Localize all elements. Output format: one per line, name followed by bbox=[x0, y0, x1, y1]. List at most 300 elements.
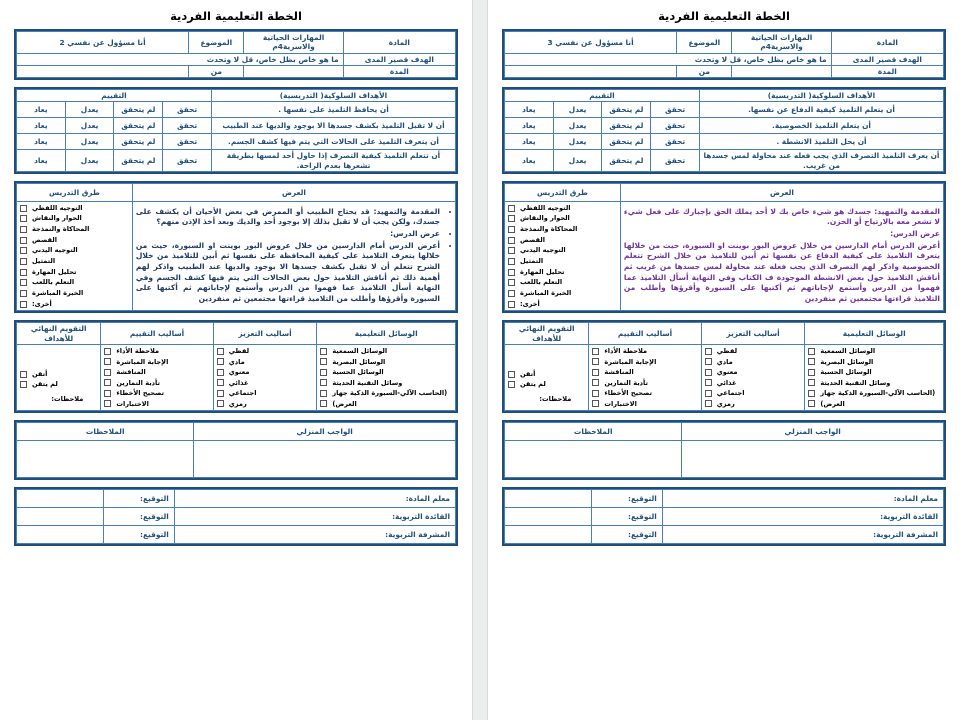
list-item bbox=[705, 388, 802, 399]
label-subject: المادة bbox=[831, 32, 943, 54]
checkbox-icon[interactable] bbox=[508, 215, 515, 222]
presentation-table bbox=[502, 181, 946, 314]
checkbox-icon[interactable] bbox=[20, 290, 27, 297]
list-item bbox=[808, 346, 940, 357]
assessment-cell bbox=[589, 344, 701, 410]
objective-1-not-achieved[interactable]: لم يتحقق bbox=[602, 102, 651, 118]
table-row bbox=[505, 65, 944, 77]
reinforcement-list bbox=[705, 346, 802, 409]
final-evaluation-cell bbox=[17, 344, 101, 410]
objective-2-repeat[interactable]: يعاد bbox=[17, 118, 66, 134]
objective-1-not-achieved[interactable]: لم يتحقق bbox=[114, 102, 163, 118]
table-row bbox=[505, 102, 944, 118]
objective-3-not-achieved[interactable]: لم يتحقق bbox=[114, 134, 163, 150]
list-item bbox=[104, 399, 209, 410]
objective-2-not-achieved[interactable]: لم يتحقق bbox=[114, 118, 163, 134]
assessment-label: المناقشة bbox=[116, 368, 146, 377]
objective-2: أن لا تقبل التلميذ بكشف جسدها الا بوجود والديها عند الطبيب bbox=[211, 118, 455, 134]
method-label: التمثيل bbox=[32, 257, 56, 266]
method-label: التوجيه اللفظي bbox=[520, 203, 571, 212]
checkbox-icon[interactable] bbox=[320, 348, 327, 355]
duration-spacer bbox=[244, 65, 343, 77]
list-item bbox=[508, 267, 617, 278]
method-label: التوجيه اللفظي bbox=[32, 203, 83, 212]
method-label: التعلم باللعب bbox=[520, 278, 563, 287]
header-teaching-methods: طرق التدريس bbox=[505, 183, 621, 201]
assessment-label: تأدية التمارين bbox=[116, 378, 161, 387]
objective-4-achieved[interactable]: تحقق bbox=[163, 150, 212, 172]
value-topic[interactable]: أنا مسؤول عن نفسي 3 bbox=[505, 32, 677, 54]
checkbox-icon[interactable] bbox=[592, 348, 599, 355]
reinforcement-cell bbox=[701, 344, 805, 410]
method-label: تحليل المهارة bbox=[32, 267, 77, 276]
checkbox-icon[interactable] bbox=[20, 371, 27, 378]
checkbox-icon[interactable] bbox=[508, 258, 515, 265]
aid-label: الوسائل السمعية bbox=[332, 346, 388, 355]
final-eval-label: أتقن bbox=[520, 369, 536, 378]
objective-2-not-achieved[interactable]: لم يتحقق bbox=[602, 118, 651, 134]
list-item bbox=[508, 235, 617, 246]
page-title: الخطة التعليمية الفردية bbox=[170, 9, 302, 23]
objective-3-repeat[interactable]: يعاد bbox=[17, 134, 66, 150]
header-evaluation: التقييم bbox=[505, 90, 700, 102]
table-row bbox=[17, 344, 456, 410]
checkbox-icon[interactable] bbox=[217, 400, 224, 407]
assessment-label: تصحيح الأخطاء bbox=[604, 389, 653, 398]
signature-value-supervisor[interactable] bbox=[17, 526, 104, 544]
value-subject[interactable]: المهارات الحياتية والاسرية4م bbox=[244, 32, 343, 54]
header-assessment: أساليب التقييم bbox=[589, 323, 701, 345]
signature-role-supervisor: المشرفة التربوية: bbox=[174, 526, 455, 544]
label-topic: الموضوع bbox=[677, 32, 732, 54]
checkbox-icon[interactable] bbox=[508, 205, 515, 212]
objective-3-achieved[interactable]: تحقق bbox=[651, 134, 700, 150]
aid-label: الوسائل السمعية bbox=[820, 346, 876, 355]
teaching-aids-list bbox=[320, 346, 452, 409]
table-row bbox=[505, 526, 944, 544]
label-duration: المدة bbox=[831, 65, 943, 77]
checkbox-icon[interactable] bbox=[20, 301, 27, 308]
signature-role-supervisor: المشرفة التربوية: bbox=[662, 526, 943, 544]
label-short-goal: الهدف قصير المدى bbox=[343, 53, 455, 65]
checkbox-icon[interactable] bbox=[217, 348, 224, 355]
final-eval-label: لم يتقن bbox=[520, 380, 546, 389]
objective-4: أن تتعلم التلميذ كيفية التصرف إذا حاول أحد لمسها بطريقة تشعرها بعدم الراحة. bbox=[211, 150, 455, 172]
checkbox-icon[interactable] bbox=[592, 379, 599, 386]
list-item bbox=[20, 256, 129, 267]
reinforcement-cell bbox=[213, 344, 317, 410]
header-assessment: أساليب التقييم bbox=[101, 323, 213, 345]
assessment-label: ملاحظة الأداء bbox=[604, 346, 648, 355]
signature-role-teacher: معلم المادة: bbox=[662, 490, 943, 508]
table-row bbox=[17, 65, 456, 77]
list-item bbox=[705, 357, 802, 368]
signature-value-teacher[interactable] bbox=[17, 490, 104, 508]
table-row bbox=[17, 102, 456, 118]
objective-3-modify[interactable]: يعدل bbox=[65, 134, 114, 150]
signature-label-leader: التوقيع: bbox=[104, 508, 174, 526]
list-item bbox=[20, 379, 83, 390]
final-evaluation-list bbox=[20, 369, 97, 405]
method-label: المحاكاة والنمذجة bbox=[520, 225, 578, 234]
checkbox-icon[interactable] bbox=[808, 348, 815, 355]
checkbox-icon[interactable] bbox=[217, 358, 224, 365]
list-item bbox=[104, 388, 209, 399]
checkbox-icon[interactable] bbox=[705, 400, 712, 407]
checkbox-icon[interactable] bbox=[705, 390, 712, 397]
table-row bbox=[505, 90, 944, 102]
list-item bbox=[217, 367, 314, 378]
list-item bbox=[592, 399, 697, 410]
method-label: الخبرة المباشرة bbox=[520, 289, 572, 298]
objective-1-modify[interactable]: يعدل bbox=[553, 102, 602, 118]
header-info-table bbox=[502, 29, 946, 80]
checkbox-icon[interactable] bbox=[705, 358, 712, 365]
objective-4-modify[interactable]: يعدل bbox=[553, 150, 602, 172]
checkbox-icon[interactable] bbox=[20, 215, 27, 222]
table-row bbox=[17, 150, 456, 172]
list-item bbox=[508, 277, 617, 288]
objective-3-not-achieved[interactable]: لم يتحقق bbox=[602, 134, 651, 150]
list-item bbox=[20, 203, 129, 214]
final-evaluation-cell bbox=[505, 344, 589, 410]
objective-4-modify[interactable]: يعدل bbox=[65, 150, 114, 172]
list-item bbox=[508, 213, 617, 224]
list-item bbox=[508, 369, 571, 380]
lesson-body: أعرض الدرس أمام الدارسين من خلال عروض البور بوينت او السبورة، حيث من خلالها يتعرف التلاميذ على كيفية الدفاع عن نفسها ثم أبين للتلاميذ من خلال الشرح تتعلم الخصوصية واذكر لهم التصرف الذي يجب فعله عند محاولة لمس جسدها من غريب ثم أناقش التلاميذ حول بعض الانشطة الموجودة ف الكتاب وفي النهاية أسأل التلاميذ عما فهموا من الدرس وأستمع لإجاباتهم ثم أكتبها على السبورة وأقرؤها وأطلب من التلاميذ قراءتها مجتمعين ثم منفردين bbox=[623, 240, 940, 303]
list-item bbox=[808, 357, 940, 368]
objective-2-modify[interactable]: يعدل bbox=[553, 118, 602, 134]
list-item bbox=[508, 299, 617, 310]
checkbox-icon[interactable] bbox=[592, 400, 599, 407]
homework-table bbox=[502, 420, 946, 480]
table-row bbox=[17, 53, 456, 65]
header-teaching-aids: الوسائل التعليمية bbox=[317, 323, 456, 345]
signature-role-leader: القائدة التربوية: bbox=[174, 508, 455, 526]
list-item bbox=[20, 288, 129, 299]
list-item bbox=[20, 224, 129, 235]
objective-2-achieved[interactable]: تحقق bbox=[163, 118, 212, 134]
assessment-list bbox=[104, 346, 209, 409]
method-label: أخرى: bbox=[520, 299, 540, 308]
header-teaching-aids: الوسائل التعليمية bbox=[805, 323, 944, 345]
checkbox-icon[interactable] bbox=[705, 348, 712, 355]
checkbox-icon[interactable] bbox=[508, 226, 515, 233]
final-eval-label: أتقن bbox=[32, 369, 48, 378]
teaching-methods-content bbox=[505, 201, 621, 311]
list-item bbox=[508, 245, 617, 256]
objective-4: أن يعرف التلميذ التصرف الذي يجب فعله عند محاولة لمس جسدها من غريب. bbox=[699, 150, 943, 172]
checkbox-icon[interactable] bbox=[508, 371, 515, 378]
table-row bbox=[505, 32, 944, 54]
reinforcement-label: لفظي bbox=[228, 346, 250, 355]
value-short-goal[interactable]: ما هو خاص بظل خاص، قل لا وتحدث bbox=[505, 53, 832, 65]
presentation-content bbox=[620, 201, 943, 311]
method-label: التوجيه اليدني bbox=[520, 246, 566, 255]
homework-table bbox=[14, 420, 458, 480]
page-title: الخطة التعليمية الفردية bbox=[658, 9, 790, 23]
checkbox-icon[interactable] bbox=[20, 269, 27, 276]
list-item bbox=[592, 357, 697, 368]
list-item bbox=[320, 388, 452, 399]
list-item bbox=[808, 367, 940, 378]
checkbox-icon[interactable] bbox=[705, 369, 712, 376]
presentation-table bbox=[14, 181, 458, 314]
table-row bbox=[505, 441, 944, 478]
signature-label-teacher: التوقيع: bbox=[104, 490, 174, 508]
checkbox-icon[interactable] bbox=[808, 369, 815, 376]
checkbox-icon[interactable] bbox=[217, 369, 224, 376]
label-from: من bbox=[677, 65, 732, 77]
aid-label: وسائل التقنية الحديثة bbox=[332, 378, 403, 387]
table-row bbox=[505, 183, 944, 201]
list-item bbox=[705, 367, 802, 378]
checkbox-icon[interactable] bbox=[320, 358, 327, 365]
signature-role-teacher: معلم المادة: bbox=[174, 490, 455, 508]
list-item bbox=[705, 399, 802, 410]
checkbox-icon[interactable] bbox=[104, 348, 111, 355]
list-item bbox=[592, 346, 697, 357]
aid-label: (الحاسب الآلي-السبورة الذكية جهاز bbox=[820, 389, 936, 398]
list-item bbox=[808, 388, 940, 399]
signature-role-leader: القائدة التربوية: bbox=[662, 508, 943, 526]
signatures-table bbox=[14, 487, 458, 546]
header-reinforcement: أساليب التعزيز bbox=[213, 323, 317, 345]
homework-value[interactable] bbox=[194, 441, 456, 478]
list-item bbox=[592, 367, 697, 378]
checkbox-icon[interactable] bbox=[592, 390, 599, 397]
teaching-methods-content bbox=[17, 201, 133, 311]
list-item bbox=[104, 367, 209, 378]
assessment-label: ملاحظة الأداء bbox=[116, 346, 160, 355]
list-item bbox=[217, 399, 314, 410]
reinforcement-label: اجتماعي bbox=[716, 389, 745, 398]
objective-4-not-achieved[interactable]: لم يتحقق bbox=[602, 150, 651, 172]
reinforcement-label: رمزي bbox=[228, 399, 247, 408]
checkbox-icon[interactable] bbox=[320, 369, 327, 376]
checkbox-icon[interactable] bbox=[508, 247, 515, 254]
checkbox-icon[interactable] bbox=[20, 279, 27, 286]
table-row bbox=[505, 134, 944, 150]
value-duration-from[interactable] bbox=[505, 65, 677, 77]
assessment-label: المناقشة bbox=[604, 368, 634, 377]
objective-2-repeat[interactable]: يعاد bbox=[505, 118, 554, 134]
list-item bbox=[20, 369, 83, 380]
objectives-table bbox=[502, 87, 946, 174]
final-eval-notes-label: ملاحظات: bbox=[51, 394, 84, 403]
table-row bbox=[505, 323, 944, 345]
header-final-evaluation: التقويم النهائي للأهداف bbox=[505, 323, 589, 345]
header-notes: الملاحظات bbox=[17, 423, 194, 441]
list-item bbox=[104, 378, 209, 389]
checkbox-icon[interactable] bbox=[808, 400, 815, 407]
reinforcement-label: غذائي bbox=[228, 378, 249, 387]
table-row bbox=[17, 118, 456, 134]
checkbox-icon[interactable] bbox=[508, 301, 515, 308]
checkbox-icon[interactable] bbox=[217, 379, 224, 386]
list-item bbox=[217, 388, 314, 399]
objective-1-achieved[interactable]: تحقق bbox=[163, 102, 212, 118]
list-item bbox=[20, 277, 129, 288]
header-objectives: الأهداف السلوكية( التدريسية) bbox=[699, 90, 943, 102]
page-right bbox=[488, 0, 960, 720]
presentation-bullet: • عرض الدرس: bbox=[136, 229, 440, 240]
header-info-table bbox=[14, 29, 458, 80]
aid-label: العرض) bbox=[820, 399, 845, 408]
table-row bbox=[505, 150, 944, 172]
methods-options-table bbox=[502, 320, 946, 413]
checkbox-icon[interactable] bbox=[508, 279, 515, 286]
label-subject: المادة bbox=[343, 32, 455, 54]
objective-4-not-achieved[interactable]: لم يتحقق bbox=[114, 150, 163, 172]
checkbox-icon[interactable] bbox=[508, 290, 515, 297]
checkbox-icon[interactable] bbox=[104, 400, 111, 407]
objective-1-repeat[interactable]: يعاد bbox=[505, 102, 554, 118]
reinforcement-list bbox=[217, 346, 314, 409]
table-row bbox=[505, 118, 944, 134]
list-item bbox=[508, 224, 617, 235]
assessment-label: الإجابة المباشرة bbox=[604, 357, 657, 366]
table-row bbox=[505, 490, 944, 508]
list-item bbox=[705, 378, 802, 389]
objective-3-achieved[interactable]: تحقق bbox=[163, 134, 212, 150]
signature-label-supervisor: التوقيع: bbox=[104, 526, 174, 544]
checkbox-icon[interactable] bbox=[508, 237, 515, 244]
table-row bbox=[17, 183, 456, 201]
signature-value-supervisor[interactable] bbox=[505, 526, 592, 544]
list-item bbox=[320, 367, 452, 378]
value-subject[interactable]: المهارات الحياتية والاسرية4م bbox=[732, 32, 831, 54]
list-item bbox=[217, 346, 314, 357]
method-label: أخرى: bbox=[32, 299, 52, 308]
checkbox-icon[interactable] bbox=[20, 226, 27, 233]
reinforcement-label: غذائي bbox=[716, 378, 737, 387]
header-objectives: الأهداف السلوكية( التدريسية) bbox=[211, 90, 455, 102]
objective-2-achieved[interactable]: تحقق bbox=[651, 118, 700, 134]
teaching-methods-list bbox=[508, 203, 617, 310]
list-item bbox=[20, 299, 129, 310]
objective-1-repeat[interactable]: يعاد bbox=[17, 102, 66, 118]
reinforcement-label: مادي bbox=[716, 357, 733, 366]
label-duration: المدة bbox=[343, 65, 455, 77]
list-item bbox=[592, 388, 697, 399]
checkbox-icon[interactable] bbox=[705, 379, 712, 386]
aid-label: (الحاسب الآلي-السبورة الذكية جهاز bbox=[332, 389, 448, 398]
homework-value[interactable] bbox=[682, 441, 944, 478]
objective-1: أن يتعلم التلميذ كيفية الدفاع عن نفسها. bbox=[699, 102, 943, 118]
checkbox-icon[interactable] bbox=[20, 381, 27, 388]
objective-3: أن يحل التلميذ الانشطة . bbox=[699, 134, 943, 150]
checkbox-icon[interactable] bbox=[217, 390, 224, 397]
objective-2: أن يتعلم التلميذ الخصوصية. bbox=[699, 118, 943, 134]
checkbox-icon[interactable] bbox=[20, 258, 27, 265]
objective-1-modify[interactable]: يعدل bbox=[65, 102, 114, 118]
checkbox-icon[interactable] bbox=[104, 369, 111, 376]
objective-2-modify[interactable]: يعدل bbox=[65, 118, 114, 134]
notes-value[interactable] bbox=[17, 441, 194, 478]
checkbox-icon[interactable] bbox=[808, 358, 815, 365]
checkbox-icon[interactable] bbox=[320, 400, 327, 407]
presentation-content bbox=[132, 201, 455, 311]
assessment-label: تأدية التمارين bbox=[604, 378, 649, 387]
checkbox-icon[interactable] bbox=[592, 369, 599, 376]
teaching-aids-list bbox=[808, 346, 940, 409]
aid-label: الوسائل الحسية bbox=[820, 368, 872, 377]
checkbox-icon[interactable] bbox=[104, 390, 111, 397]
checkbox-icon[interactable] bbox=[808, 390, 815, 397]
table-row bbox=[505, 344, 944, 410]
signatures-table bbox=[502, 487, 946, 546]
header-homework: الواجب المنزلي bbox=[682, 423, 944, 441]
checkbox-icon[interactable] bbox=[320, 379, 327, 386]
checkbox-icon[interactable] bbox=[808, 379, 815, 386]
header-notes: الملاحظات bbox=[505, 423, 682, 441]
header-presentation: العرض bbox=[132, 183, 455, 201]
checkbox-icon[interactable] bbox=[508, 269, 515, 276]
signature-value-teacher[interactable] bbox=[505, 490, 592, 508]
method-label: المحاكاة والنمذجة bbox=[32, 225, 90, 234]
label-short-goal: الهدف قصير المدى bbox=[831, 53, 943, 65]
assessment-list bbox=[592, 346, 697, 409]
value-topic[interactable]: أنا مسؤول عن نفسي 2 bbox=[17, 32, 189, 54]
checkbox-icon[interactable] bbox=[104, 358, 111, 365]
checkbox-icon[interactable] bbox=[320, 390, 327, 397]
objective-3-repeat[interactable]: يعاد bbox=[505, 134, 554, 150]
objective-3-modify[interactable]: يعدل bbox=[553, 134, 602, 150]
objective-1-achieved[interactable]: تحقق bbox=[651, 102, 700, 118]
signature-value-leader[interactable] bbox=[17, 508, 104, 526]
checkbox-icon[interactable] bbox=[20, 247, 27, 254]
signature-label-teacher: التوقيع: bbox=[592, 490, 662, 508]
table-row bbox=[505, 508, 944, 526]
teaching-aids-cell bbox=[317, 344, 456, 410]
checkbox-icon[interactable] bbox=[508, 381, 515, 388]
list-item bbox=[320, 346, 452, 357]
duration-spacer bbox=[732, 65, 831, 77]
checkbox-icon[interactable] bbox=[592, 358, 599, 365]
objective-4-achieved[interactable]: تحقق bbox=[651, 150, 700, 172]
method-label: تحليل المهارة bbox=[520, 267, 565, 276]
list-item bbox=[320, 378, 452, 389]
label-topic: الموضوع bbox=[189, 32, 244, 54]
table-row bbox=[17, 441, 456, 478]
objective-3: أن يتعرف التلميذ على الحالات التي يتم فيها كشف الجسم. bbox=[211, 134, 455, 150]
signature-label-leader: التوقيع: bbox=[592, 508, 662, 526]
reinforcement-label: مادي bbox=[228, 357, 245, 366]
table-row bbox=[505, 53, 944, 65]
table-row bbox=[505, 201, 944, 311]
lesson-label: عرض الدرس: bbox=[890, 229, 940, 238]
table-row bbox=[17, 526, 456, 544]
objective-4-repeat[interactable]: يعاد bbox=[505, 150, 554, 172]
method-label: الحوار والنقاش bbox=[520, 214, 570, 223]
objective-4-repeat[interactable]: يعاد bbox=[17, 150, 66, 172]
table-row bbox=[505, 423, 944, 441]
table-row bbox=[17, 134, 456, 150]
teaching-methods-list bbox=[20, 203, 129, 310]
checkbox-icon[interactable] bbox=[104, 379, 111, 386]
value-short-goal[interactable]: ما هو خاص بظل خاص، قل لا وتحدث bbox=[17, 53, 344, 65]
signature-value-leader[interactable] bbox=[505, 508, 592, 526]
signature-label-supervisor: التوقيع: bbox=[592, 526, 662, 544]
list-item bbox=[320, 399, 452, 410]
table-row bbox=[17, 508, 456, 526]
notes-value[interactable] bbox=[505, 441, 682, 478]
checkbox-icon[interactable] bbox=[20, 237, 27, 244]
final-eval-notes-label: ملاحظات: bbox=[539, 394, 572, 403]
value-duration-from[interactable] bbox=[17, 65, 189, 77]
checkbox-icon[interactable] bbox=[20, 205, 27, 212]
